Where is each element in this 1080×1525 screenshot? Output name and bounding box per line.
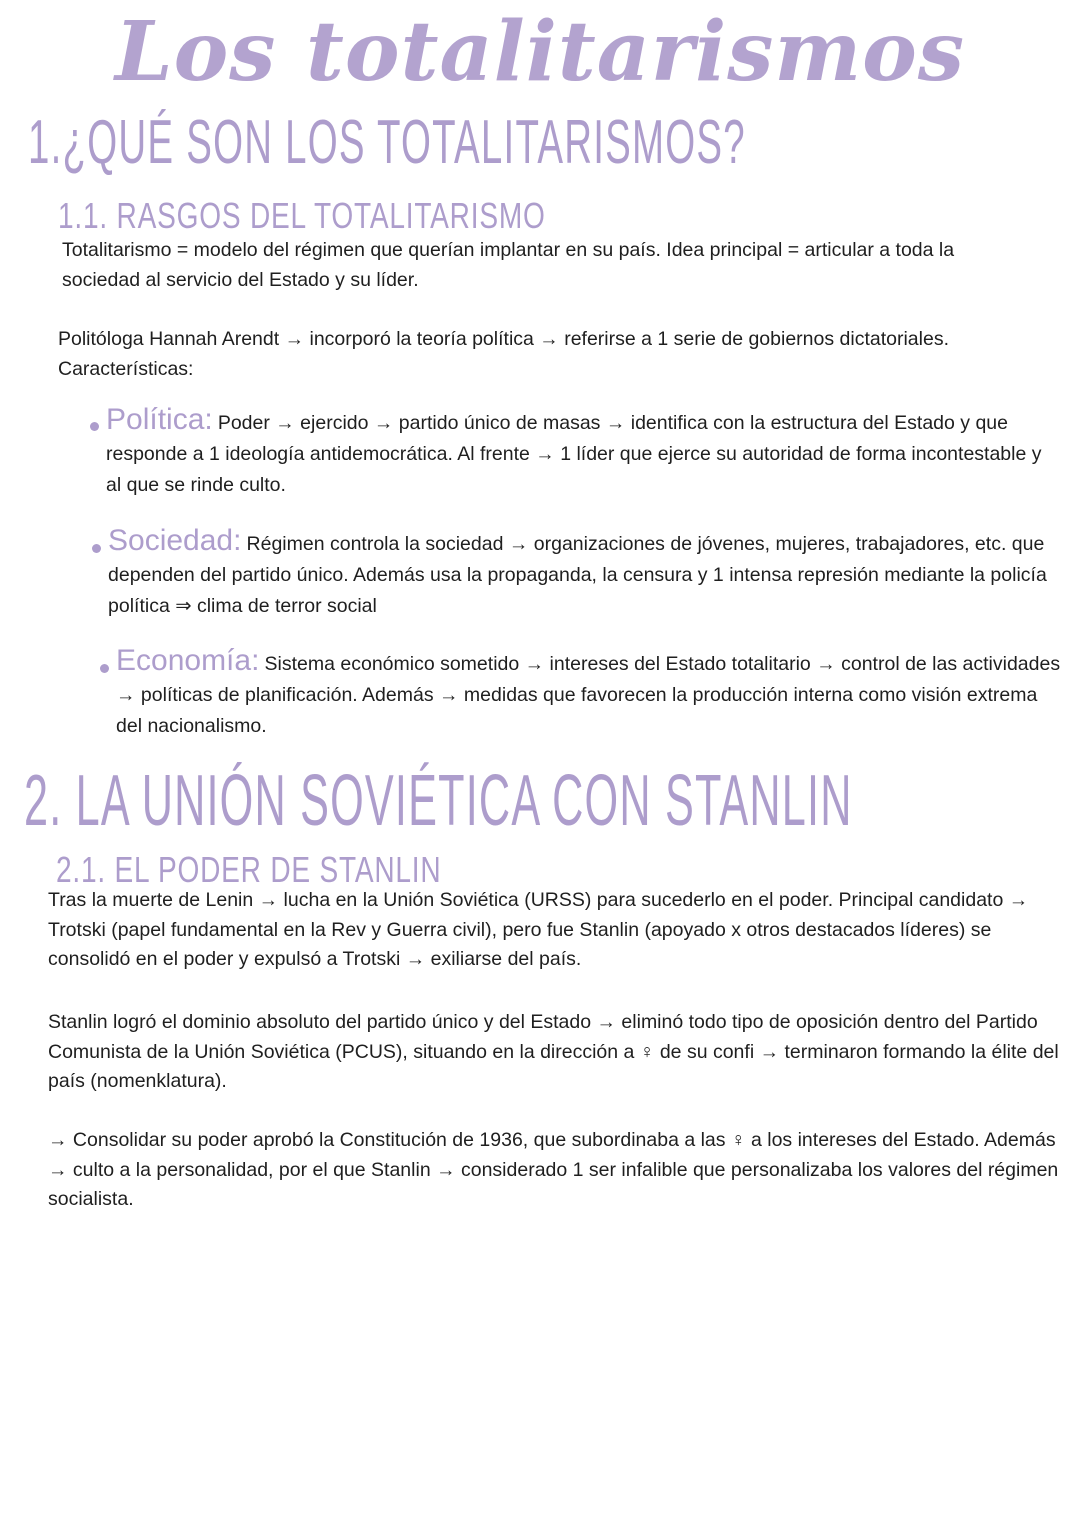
constitucion-paragraph: → Consolidar su poder aprobó la Constitución de 1936, que subordinaba a las ♀ a los intereses del Estado. Además → culto a la personalidad, por el que Stanlin → considerado 1 ser infalible que personalizaba los valores del régimen socialista. [48,1129,1059,1210]
bullet-term: Sociedad: [108,524,242,557]
bullet-politica [90,404,1062,501]
totalitarismo-definition: Totalitarismo = modelo del régimen que querían implantar en su país. Idea principal = articular a toda la sociedad al servicio del Estado y su líder. [62,239,955,291]
bullet-term: Economía: [116,644,260,677]
bullet-dot-icon [92,544,101,553]
bullet-text: Régimen controla la sociedad → organizaciones de jóvenes, mujeres, trabajadores, etc. que dependen del partido único. Además usa la propaganda, la censura y 1 intensa represión mediante la policía política ⇒ clima de terror social [108,533,1047,617]
lenin-succession-paragraph: Tras la muerte de Lenin → lucha en la Unión Soviética (URSS) para sucederlo en el poder. Principal candidato → Trotski (papel fundamental en la Rev y Guerra civil), pero fue Stanlin (apoyado x otros destacados líderes) se consolidó en el poder y expulsó a Trotski → exiliarse del país. [48,889,1029,970]
bullet-text: Poder → ejercido → partido único de masas → identifica con la estructura del Estado y que responde a 1 ideología antidemocrática. Al frente → 1 líder que ejerce su autoridad de forma incontestable y al que se rinde culto. [106,412,1042,496]
arendt-paragraph: Politóloga Hannah Arendt → incorporó la teoría política → referirse a 1 serie de gobiernos dictatoriales. Características: [58,328,949,380]
section-1-heading: 1.¿QUÉ SON LOS TOTALITARISMOS? [28,108,746,177]
bullet-dot-icon [100,664,109,673]
section-1-1-subheading: 1.1. RASGOS DEL TOTALITARISMO [58,195,546,236]
stanlin-dominio-paragraph: Stanlin logró el dominio absoluto del partido único y del Estado → eliminó todo tipo de oposición dentro del Partido Comunista de la Unión Soviética (PCUS), situando en la dirección a ♀ de su confi → terminaron formando la élite del país (nomenklatura). [48,1011,1059,1092]
bullet-text: Sistema económico sometido → intereses del Estado totalitario → control de las actividades → políticas de planificación. Además → medidas que favorecen la producción interna como visión extrema del nacionalismo. [116,653,1061,737]
bullet-economia [100,646,1062,742]
bullet-sociedad [92,526,1062,622]
bullet-dot-icon [90,422,99,431]
section-2-heading: 2. LA UNIÓN SOVIÉTICA CON STANLIN [24,761,853,841]
section-2-1-subheading: 2.1. EL PODER DE STANLIN [56,849,442,890]
bullet-term: Política: [106,403,213,436]
page-title: Los totalitarismos [114,4,966,100]
